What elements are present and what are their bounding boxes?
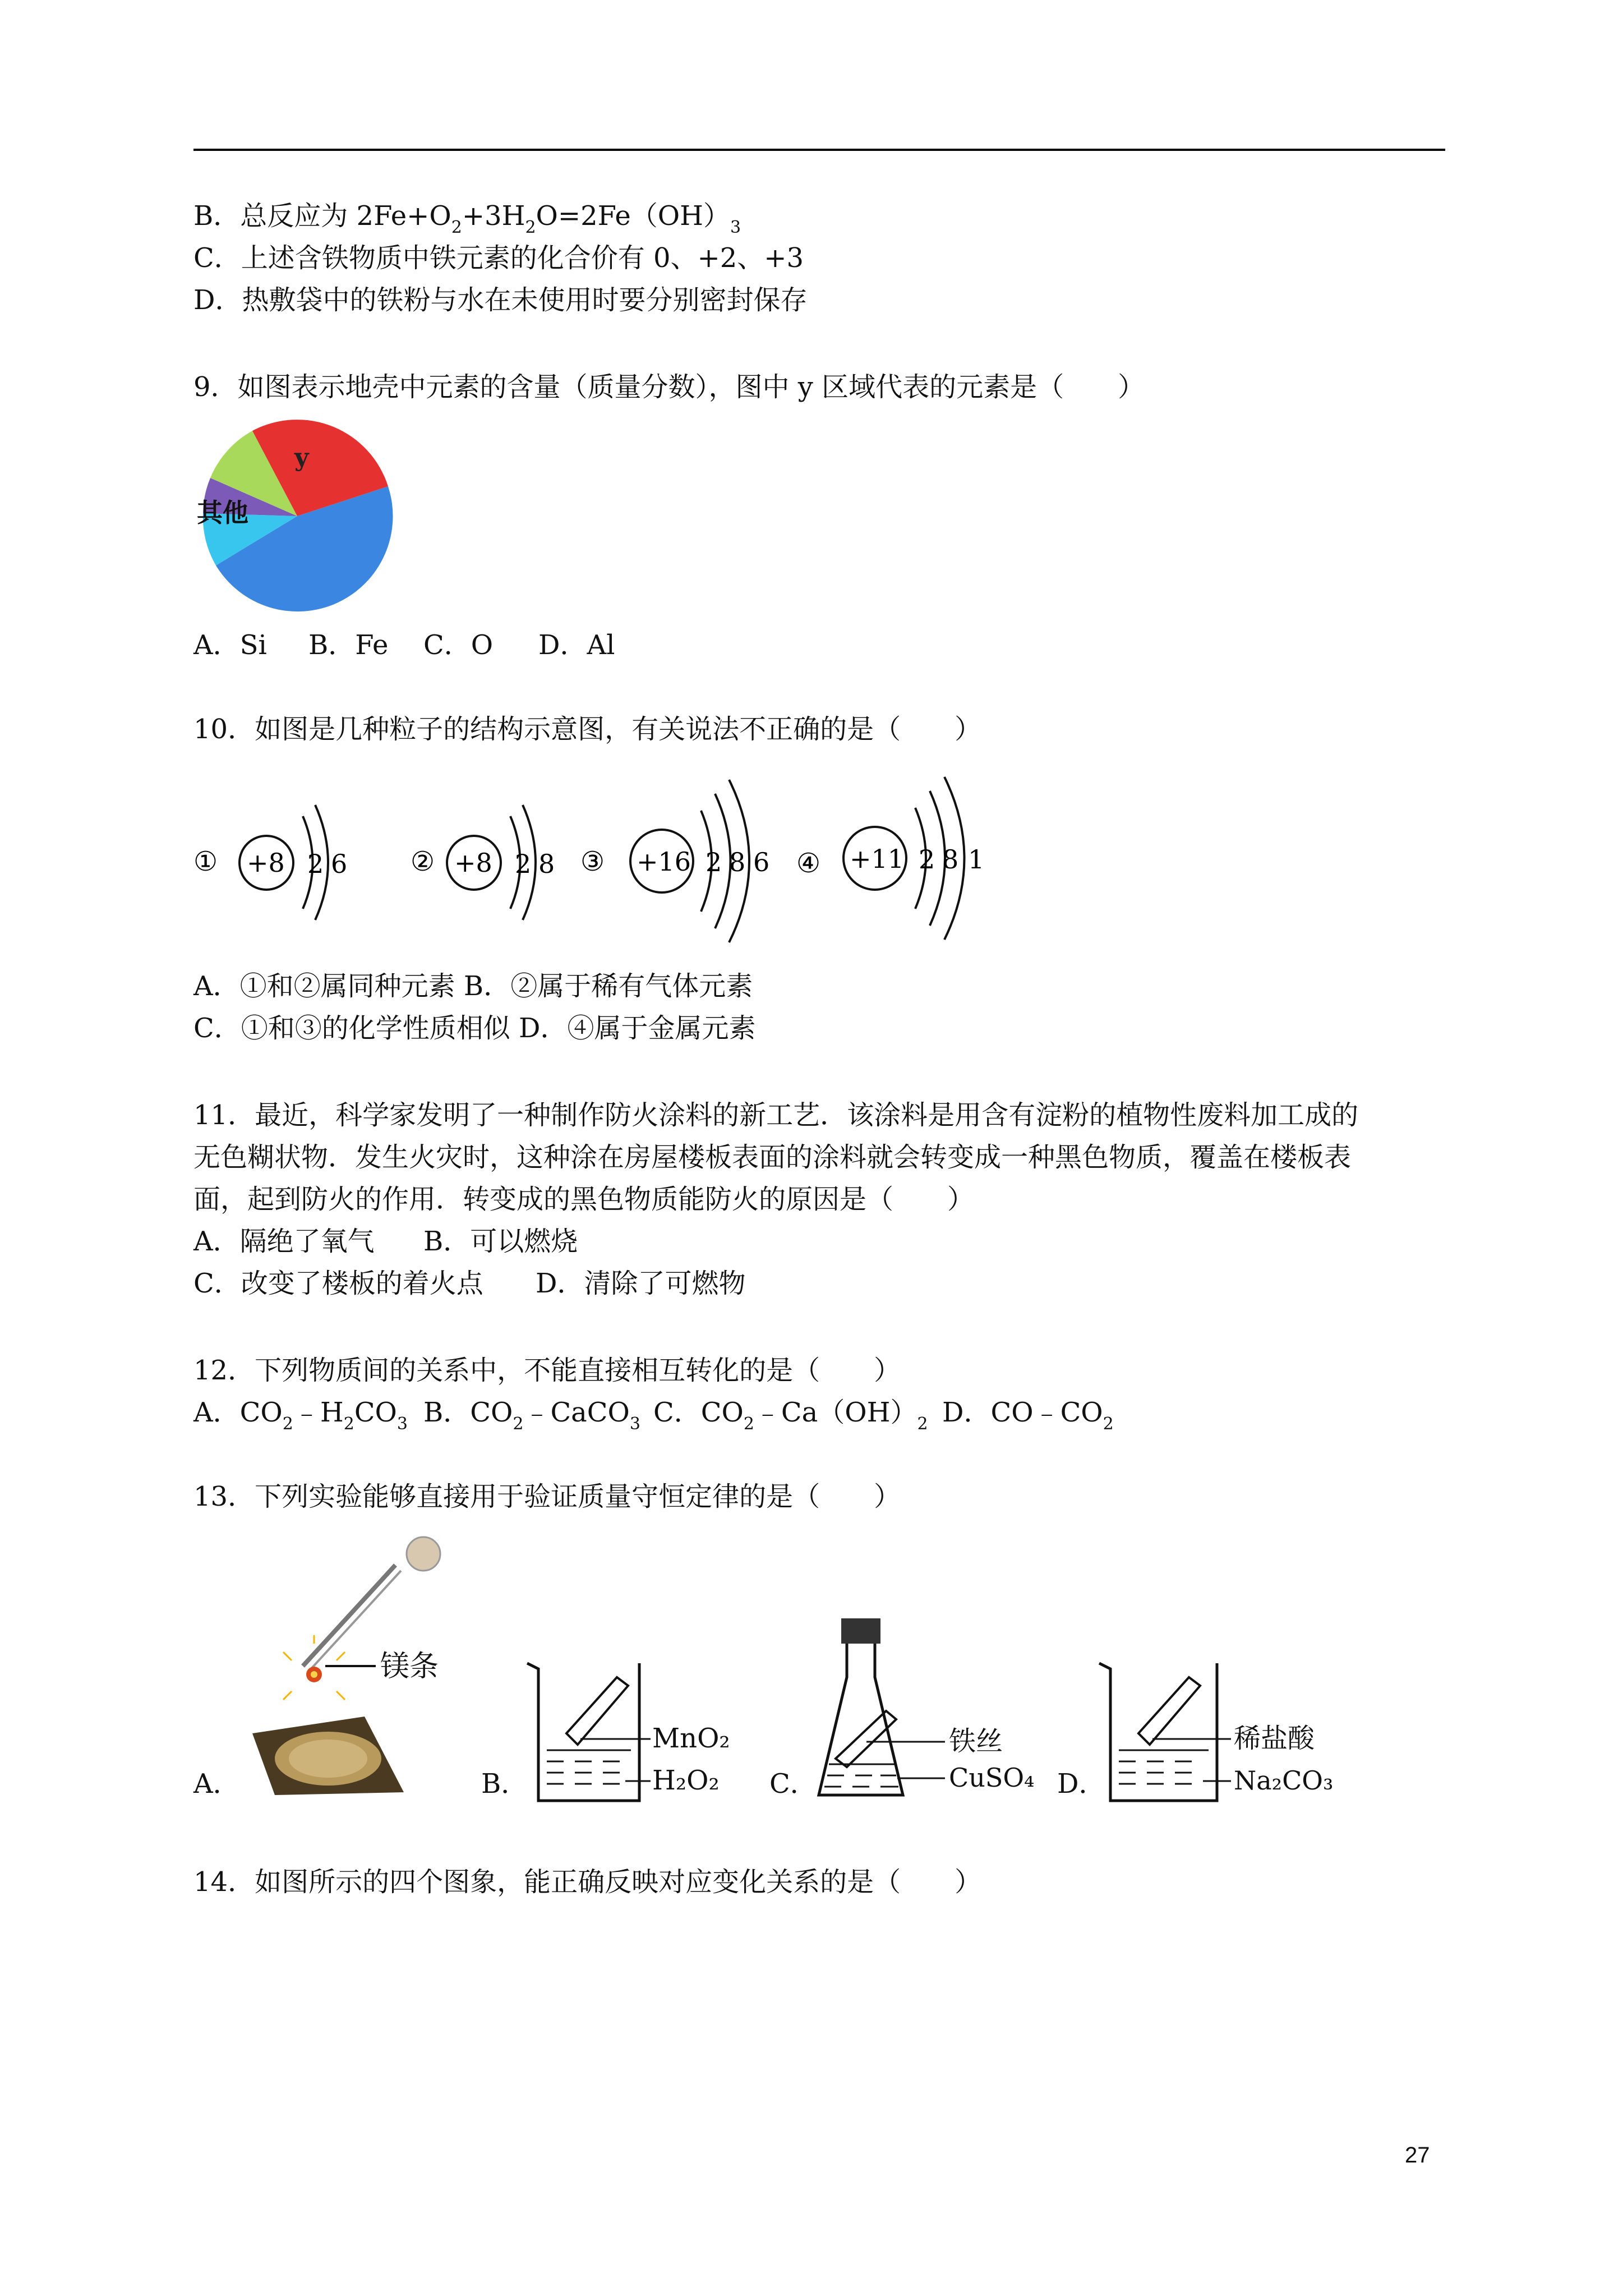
label-hcl: 稀盐酸 <box>1234 1723 1315 1754</box>
nucleus-charge: +8 <box>454 848 492 878</box>
q13-option-d-letter: D． <box>1057 1768 1106 1800</box>
label-iron-wire: 铁丝 <box>949 1726 1003 1757</box>
q10-stem: 10．如图是几种粒子的结构示意图，有关说法不正确的是（ ） <box>193 714 982 745</box>
nucleus-charge: +11 <box>850 844 905 874</box>
label-cuso4: CuSO₄ <box>949 1763 1035 1793</box>
particle-mark: ③ <box>580 846 605 877</box>
label-h2o2: H₂O₂ <box>652 1765 720 1796</box>
q10-options-line-2: C．①和③的化学性质相似 D．④属于金属元素 <box>193 1013 756 1044</box>
q11-option-d: D．清除了可燃物 <box>536 1268 746 1299</box>
q8-option-b: B．总反应为 $2Fe+O_2+3H_2O=2Fe(OH)_3$ <box>193 200 741 237</box>
q14-stem: 14．如图所示的四个图象，能正确反映对应变化关系的是（ ） <box>193 1866 982 1898</box>
q11-stem-line-3: 面，起到防火的作用．转变成的黑色物质能防火的原因是（ ） <box>193 1184 975 1215</box>
shell-count: 8 <box>729 847 746 877</box>
q13-option-b-letter: B． <box>481 1768 528 1800</box>
nucleus-charge: +8 <box>247 848 285 878</box>
particle-4 <box>796 777 984 940</box>
q11-option-a: A．隔绝了氧气 <box>193 1226 375 1257</box>
particle-mark: ④ <box>796 848 821 879</box>
q13-figure-c-flask <box>813 1616 1049 1812</box>
shell-count: 6 <box>753 847 770 877</box>
pie-label-other: 其他 <box>197 498 248 528</box>
shell-count: 6 <box>331 849 348 879</box>
particle-mark: ② <box>411 846 435 877</box>
shell-count: 2 <box>706 847 722 877</box>
q13-figure-d-beaker <box>1096 1655 1343 1812</box>
shell-count: 2 <box>515 849 532 879</box>
q12-option-d: D．$CO﹣CO_2$ <box>942 1397 1114 1434</box>
q13-stem: 13．下列实验能够直接用于验证质量守恒定律的是（ ） <box>193 1481 901 1512</box>
shell-count: 2 <box>919 844 935 875</box>
q9-option-c: C．O <box>423 629 494 661</box>
q11-stem-line-2: 无色糊状物．发生火灾时，这种涂在房屋楼板表面的涂料就会转变成一种黑色物质，覆盖在楼板表 <box>193 1142 1352 1173</box>
page-number: 27 <box>1405 2143 1430 2168</box>
particle-3 <box>580 780 769 942</box>
q11-options-row-2 <box>193 1267 746 1300</box>
q9-stem: 9．如图表示地壳中元素的含量（质量分数），图中 y 区域代表的元素是（ ） <box>193 371 1145 403</box>
q12-option-a: A．$CO_2﹣H_2CO_3$ <box>193 1397 408 1434</box>
label-magnesium: 镁条 <box>380 1650 439 1683</box>
q10-options-line-1: A．①和②属同种元素 B．②属于稀有气体元素 <box>193 970 753 1002</box>
q10-particle-diagrams <box>191 769 998 959</box>
q8-option-c: C．上述含铁物质中铁元素的化合价有 0、+2、+3 <box>193 242 804 274</box>
q9-option-b: B．Fe <box>308 629 389 661</box>
shell-count: 2 <box>307 849 324 879</box>
q8-option-d: D．热敷袋中的铁粉与水在未使用时要分别密封保存 <box>193 284 808 316</box>
q12-option-c: C．$CO_2﹣Ca(OH)_2$ <box>653 1397 928 1434</box>
q13-option-a-letter: A． <box>193 1768 240 1800</box>
nucleus-charge: +16 <box>637 846 691 877</box>
q11-option-b: B．可以燃烧 <box>423 1226 578 1257</box>
pie-label-y: y <box>294 443 309 472</box>
particle-mark: ① <box>193 846 218 877</box>
shell-count: 8 <box>538 849 555 879</box>
q11-stem-line-1: 11．最近，科学家发明了一种制作防火涂料的新工艺．该涂料是用含有淀粉的植物性废料加工成的 <box>193 1099 1359 1131</box>
label-na2co3: Na₂CO₃ <box>1234 1765 1334 1796</box>
header-rule <box>193 149 1445 151</box>
label-mno2: MnO₂ <box>652 1723 730 1754</box>
particle-1 <box>193 805 347 920</box>
q13-option-c-letter: C． <box>769 1768 817 1800</box>
shell-count: 1 <box>968 844 985 875</box>
q13-figure-a-magnesium <box>236 1531 482 1801</box>
shell-count: 8 <box>942 844 959 875</box>
q12-stem: 12．下列物质间的关系中，不能直接相互转化的是（ ） <box>193 1355 901 1386</box>
q12-option-b: B．$CO_2﹣CaCO_3$ <box>423 1397 640 1434</box>
q9-option-a: A．Si <box>193 629 267 661</box>
q13-figure-b-beaker <box>524 1655 749 1812</box>
q9-pie-chart <box>193 415 401 617</box>
q9-options <box>193 628 615 662</box>
q11-options-row-1 <box>193 1225 578 1258</box>
q11-option-c: C．改变了楼板的着火点 <box>193 1268 483 1299</box>
particle-2 <box>411 805 555 920</box>
q9-option-d: D．Al <box>538 629 615 661</box>
q12-options <box>193 1396 1114 1433</box>
